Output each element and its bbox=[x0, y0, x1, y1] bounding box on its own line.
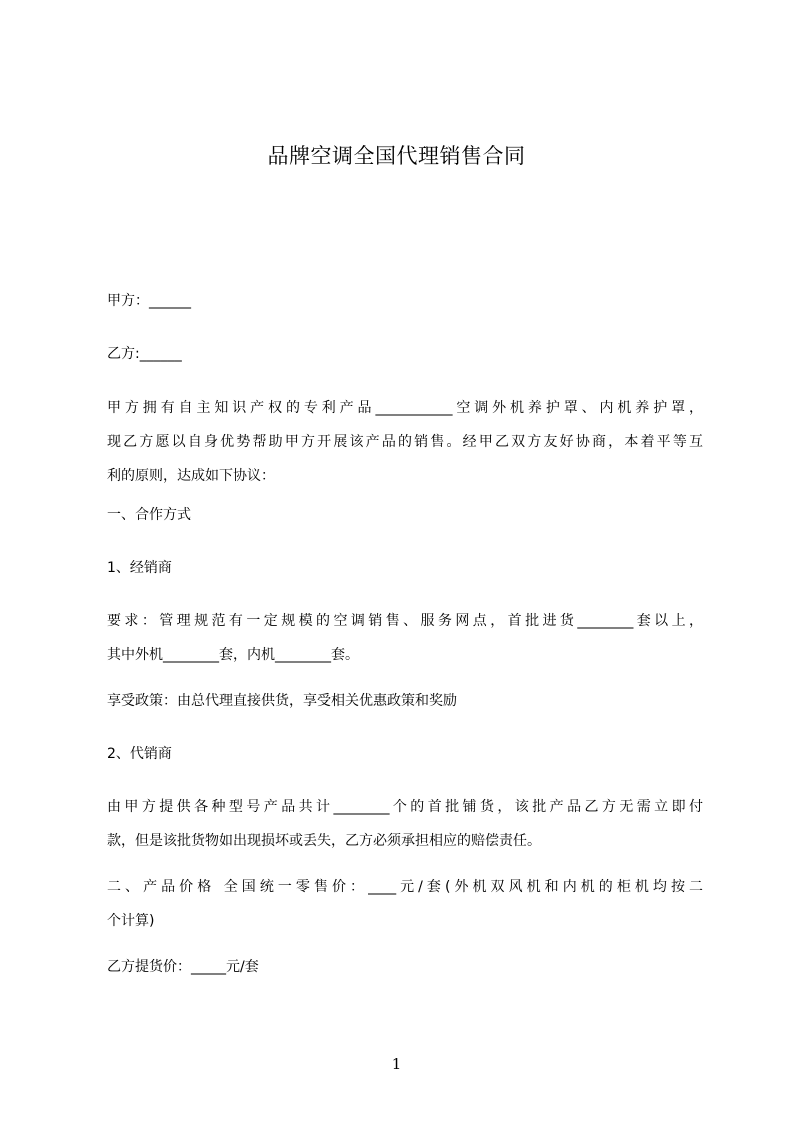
document-title: 品牌空调全国代理销售合同 bbox=[267, 144, 526, 168]
dealer-policy-line: 享受政策：由总代理直接供货，享受相关优惠政策和奖励 bbox=[107, 693, 457, 709]
intro-line-1: 甲方拥有自主知识产权的专利产品___________空调外机养护罩、内机养护罩， bbox=[107, 400, 703, 416]
subsection-2-heading: 2、代销商 bbox=[107, 746, 172, 762]
intro-line-3: 利的原则，达成如下协议： bbox=[107, 468, 275, 484]
dealer-requirement-line-1: 要求：管理规范有一定规模的空调销售、服务网点，首批进货________套以上， bbox=[107, 613, 703, 629]
pickup-price-line: 乙方提货价：_____元/套 bbox=[107, 959, 259, 975]
section-1-heading: 一、合作方式 bbox=[107, 507, 191, 523]
section-2-line-2: 个计算) bbox=[107, 913, 155, 929]
page-number: 1 bbox=[391, 1055, 402, 1073]
section-2-line-1: 二、产品价格 全国统一零售价：____元/套(外机双风机和内机的柜机均按二 bbox=[107, 879, 703, 895]
dealer-requirement-line-2: 其中外机________套，内机________套。 bbox=[107, 647, 359, 663]
consignment-line-2: 款，但是该批货物如出现损坏或丢失，乙方必须承担相应的赔偿责任。 bbox=[107, 833, 541, 849]
party-a-line: 甲方：______ bbox=[107, 293, 191, 309]
intro-paragraph bbox=[107, 391, 703, 493]
dealer-requirement-paragraph bbox=[107, 604, 703, 672]
intro-line-2: 现乙方愿以自身优势帮助甲方开展该产品的销售。经甲乙双方友好协商，本着平等互 bbox=[107, 434, 703, 450]
consignment-paragraph bbox=[107, 790, 703, 858]
party-b-line: 乙方:______ bbox=[107, 346, 182, 362]
subsection-1-heading: 1、经销商 bbox=[107, 560, 172, 576]
section-2-paragraph bbox=[107, 870, 703, 938]
consignment-line-1: 由甲方提供各种型号产品共计________个的首批铺货，该批产品乙方无需立即付 bbox=[107, 799, 703, 815]
